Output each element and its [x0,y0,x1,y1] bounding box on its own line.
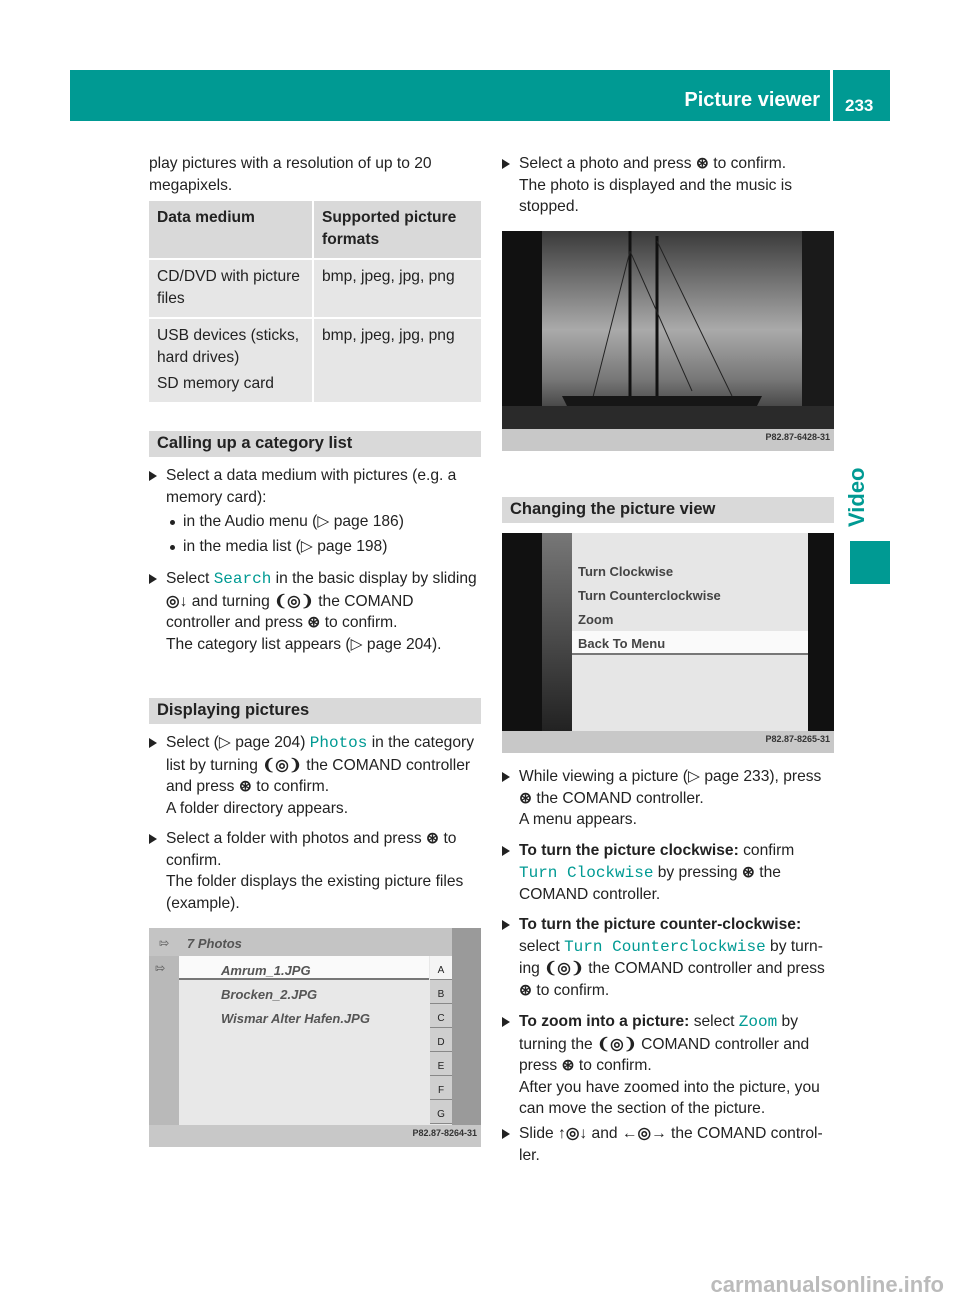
text: the COMAND controller and press [166,592,414,632]
menu-screenshot [502,533,834,753]
bold-label: To turn the picture clockwise: [519,842,739,859]
instruction-step [502,840,834,906]
step-text [149,828,481,871]
step-arrow-icon [502,1129,510,1139]
result-text: After you have zoomed into the picture, you can move the section of the picture. [519,1078,820,1118]
text: the COMAND controller and press [583,960,825,978]
text: Select [166,570,214,587]
figure-code: P82.87-8265-31 [765,734,830,745]
step-arrow-icon [502,920,510,930]
file-list-item[interactable]: Brocken_2.JPG [221,987,318,1002]
controller-press-icon: ⊛ [238,778,252,796]
left-rail [149,956,179,1125]
sailing-ship-photo [502,231,834,429]
text: by turning the [519,1013,798,1053]
controller-press-icon: ⊛ [695,155,709,172]
menu-item[interactable]: Back To Menu [572,631,808,655]
table-cell: bmp, jpeg, jpg, png [313,259,481,318]
header-divider [830,70,833,121]
ui-term: Search [213,570,272,588]
text: the COMAND controller. [519,1125,823,1164]
controller-press-icon: ⊛ [519,789,533,807]
side-tab-video: Video [844,467,869,527]
ui-term: Turn Clockwise [519,863,654,882]
controller-press-icon: ⊛ [519,981,533,999]
instruction-step [502,1123,834,1166]
text: COMAND controller and press [519,1035,810,1075]
table-cell-text: USB devices (sticks, hard drives) [157,327,300,366]
controller-press-icon: ⊛ [426,830,440,847]
photo-screenshot [502,231,834,451]
step-text [502,1123,834,1166]
ui-term: Turn Counterclockwise [564,937,766,956]
alphabet-index-d[interactable]: D [430,1028,452,1052]
section-heading: Changing the picture view [502,497,834,523]
result-text: The category list appears (▷ page 204). [166,635,442,653]
step-arrow-icon [502,772,510,782]
text: the COMAND controller. [519,863,781,904]
text: Select a photo and press [519,155,696,172]
text: Select a folder with photos and press [166,830,427,847]
controller-press-icon: ⊛ [307,614,321,632]
alphabet-index-c[interactable]: C [430,1004,452,1028]
step-arrow-icon [149,574,157,584]
sub-bullet: in the media list (▷ page 198) [166,536,481,558]
table-cell [149,318,313,403]
controller-turn-icon: ❨◎❩ [262,756,302,774]
instruction-step [502,153,834,218]
table-cell: CD/DVD with picture files [149,259,313,318]
controller-slide_down-icon: ◎↓ [166,592,188,610]
right-rail [452,928,481,1125]
photo-edge [502,533,542,731]
text: in the category list by turning [166,734,474,774]
instruction-step [149,828,481,914]
folder-title: 7 Photos [187,936,242,951]
instruction-step [502,766,834,831]
text: Slide [519,1125,559,1142]
step-text [502,914,834,1001]
step-arrow-icon [149,738,157,748]
alphabet-index-e[interactable]: E [430,1052,452,1076]
text: to confirm. [574,1057,652,1075]
step-text [502,1011,834,1077]
folder-screenshot [149,928,481,1147]
step-text [502,840,834,906]
photo-edge [542,533,572,731]
ui-term: Zoom [738,1013,778,1031]
intro-text: play pictures with a resolution of up to 20 megapixels. [149,155,432,194]
text: While viewing a picture (▷ page 233), press [519,768,822,785]
ui-term: Photos [309,734,368,752]
folder-title-bar [149,928,452,956]
step-text [502,153,834,175]
header-title: Picture viewer [684,89,820,111]
controller-press-icon: ⊛ [741,863,755,881]
instruction-step [149,732,481,819]
text: and turning [187,592,275,610]
table-cell: bmp, jpeg, jpg, png [313,318,481,403]
controller-press-icon: ⊛ [561,1057,575,1075]
table-cell-text: SD memory card [157,374,274,392]
alphabet-index-a[interactable]: A [430,956,452,980]
result-text: A folder directory appears. [166,799,349,817]
text: select [519,937,565,955]
file-list-item[interactable]: Wismar Alter Hafen.JPG [221,1011,370,1026]
menu-item[interactable]: Turn Clockwise [578,564,674,579]
instruction-step [502,1011,834,1120]
text: to confirm. [708,155,787,172]
result-text: A menu appears. [519,811,637,829]
controller-turn-icon: ❨◎❩ [544,960,584,978]
text: in the basic display by sliding [271,570,477,587]
table-header: Data medium [149,201,313,259]
sub-bullet: in the Audio menu (▷ page 186) [166,511,481,533]
text: the COMAND controller. [532,789,704,807]
step-text [502,766,834,809]
alphabet-index-f[interactable]: F [430,1076,452,1100]
step-arrow-icon [149,834,157,844]
step-text [149,568,481,634]
figure-code: P82.87-6428-31 [765,432,830,443]
text: Select a data medium with pictures (e.g. a memory card): [166,467,457,506]
folder-icon: ⇰ [159,936,170,950]
controller-turn-icon: ❨◎❩ [274,592,314,610]
table-header: Supported picture formats [313,201,481,259]
result-text: The photo is displayed and the music is stopped. [519,176,793,216]
instruction-step [149,465,481,557]
section-heading: Calling up a category list [149,431,481,457]
side-tab-marker [850,541,890,584]
bold-label: To zoom into a picture: [519,1013,690,1030]
formats-table [149,201,481,404]
text: confirm [738,842,795,859]
bold-label: To turn the picture counter-clockwise: [519,916,802,933]
controller-turn-icon: ❨◎❩ [597,1035,637,1053]
text: by turning [519,937,823,978]
text: to confirm. [166,830,457,869]
photo-edge [808,533,834,731]
menu-item[interactable]: Turn Counterclockwise [578,588,721,603]
text: and [587,1125,622,1142]
figure-code: P82.87-8264-31 [412,1128,477,1139]
result-text: The folder displays the existing picture files (example). [166,873,464,912]
text: to confirm. [532,981,610,999]
text: to confirm. [251,778,330,796]
text: by pressing [653,863,742,881]
step-arrow-icon [149,471,157,481]
instruction-step [149,568,481,655]
back-icon: ⇰ [155,961,166,975]
controller-slide_leftright-icon: ←◎→ [621,1125,667,1142]
text: the COMAND controller and press [166,756,471,796]
section-heading: Displaying pictures [149,698,481,724]
file-list-item[interactable]: Amrum_1.JPG [179,956,429,980]
step-arrow-icon [502,1017,510,1027]
page-number: 233 [845,96,874,115]
text: Select (▷ page 204) [166,734,310,751]
alphabet-index-b[interactable]: B [430,980,452,1004]
page-header [70,70,890,121]
text: to confirm. [320,614,398,632]
instruction-step [502,914,834,1001]
text: select [689,1013,739,1030]
alphabet-index-g[interactable]: G [430,1100,452,1124]
step-arrow-icon [502,159,510,169]
controller-slide_updown-icon: ↑◎↓ [558,1125,588,1142]
step-text [149,732,481,798]
menu-item[interactable]: Zoom [578,612,614,627]
step-arrow-icon [502,846,510,856]
step-text [149,465,481,508]
watermark: carmanualsonline.info [710,1272,944,1298]
